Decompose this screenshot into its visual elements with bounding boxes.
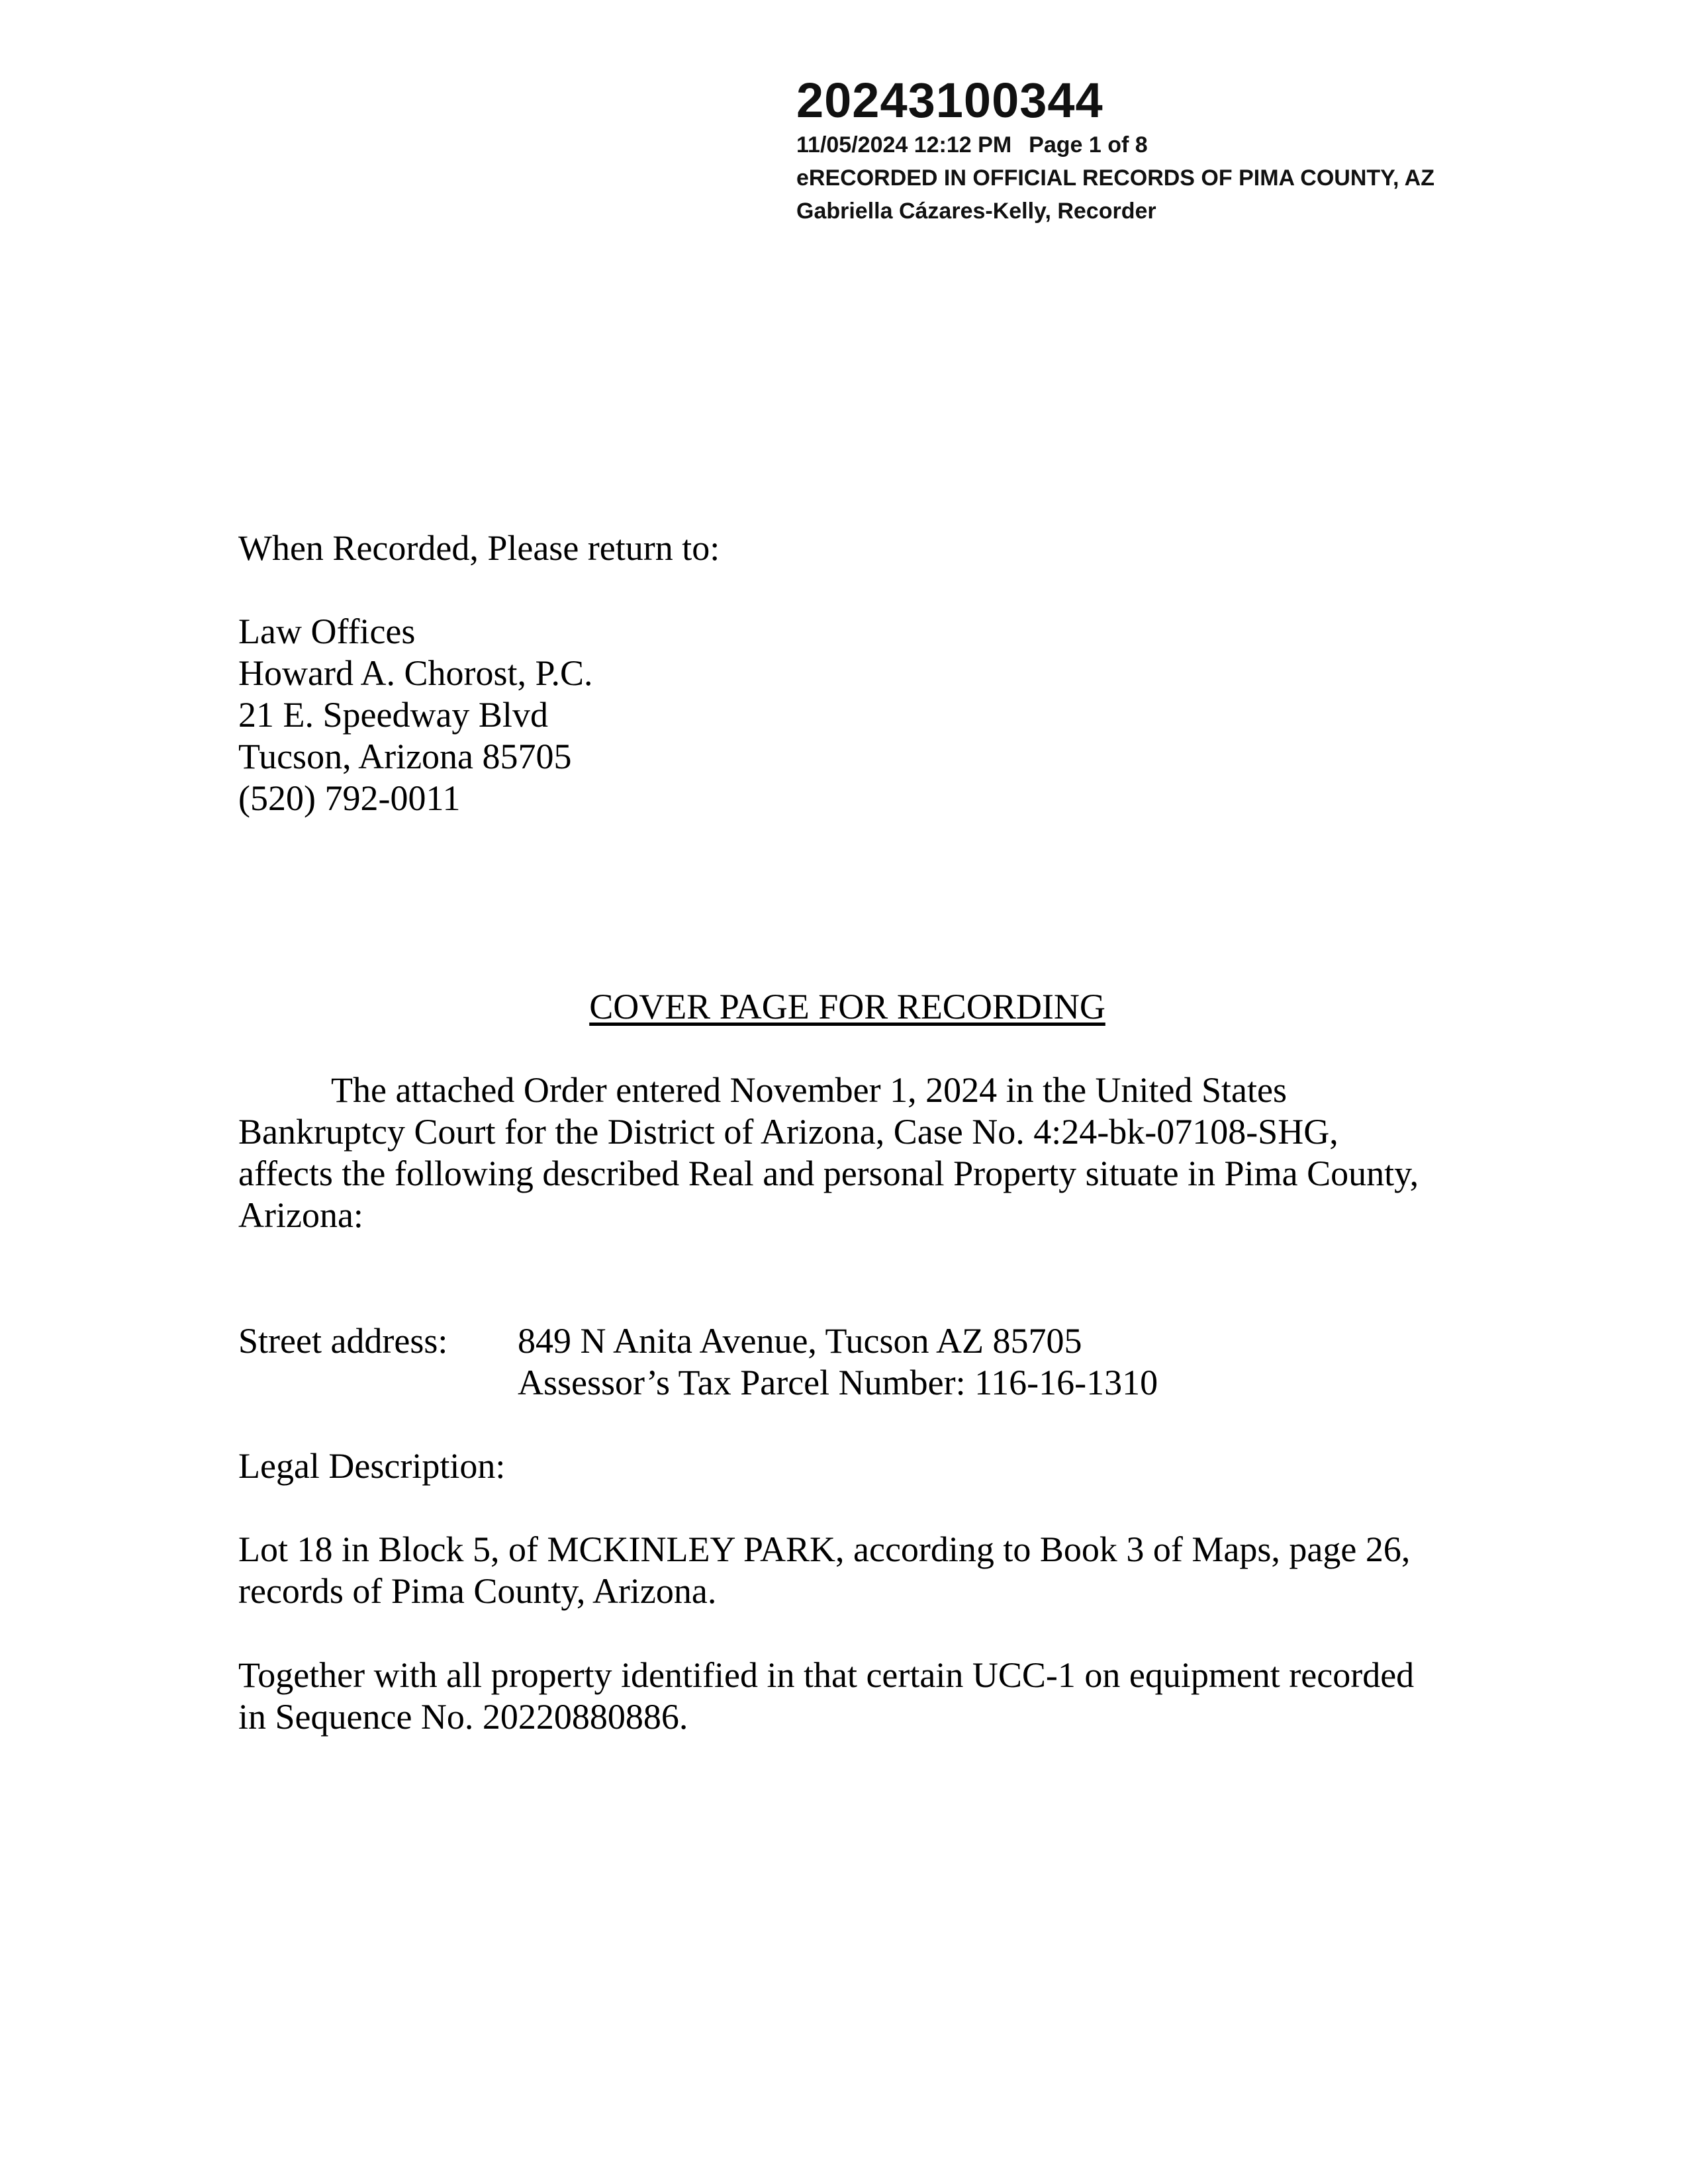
return-address-line: 21 E. Speedway Blvd: [238, 695, 548, 735]
return-to-heading: When Recorded, Please return to:: [238, 528, 720, 568]
street-address-label: Street address:: [238, 1321, 448, 1361]
return-address-line: Law Offices: [238, 612, 416, 651]
cover-page-title: COVER PAGE FOR RECORDING: [589, 987, 1105, 1026]
recording-datetime: 11/05/2024 12:12 PM: [796, 132, 1012, 158]
recorder-line: Gabriella Cázares-Kelly, Recorder: [796, 199, 1156, 224]
return-address-line: (520) 792-0011: [238, 778, 461, 818]
recorded-in-line: eRECORDED IN OFFICIAL RECORDS OF PIMA COUNTY, AZ: [796, 165, 1435, 191]
return-address-line: Howard A. Chorost, P.C.: [238, 653, 593, 693]
tax-parcel-number: Assessor’s Tax Parcel Number: 116-16-1310: [518, 1363, 1158, 1402]
recording-datetime-line: [796, 128, 1434, 161]
legal-description-text: [238, 1529, 1410, 1612]
together-with-line: Together with all property identified in that certain UCC-1 on equipment recorded: [238, 1655, 1415, 1695]
return-address: [238, 611, 593, 819]
together-with-line: in Sequence No. 20220880886.: [238, 1697, 688, 1737]
street-address-values: [518, 1320, 1158, 1404]
recording-page-info: Page 1 of 8: [1029, 132, 1148, 158]
legal-description-line: Lot 18 in Block 5, of MCKINLEY PARK, according to Book 3 of Maps, page 26,: [238, 1529, 1411, 1569]
together-with-paragraph: [238, 1655, 1414, 1738]
intro-line: Bankruptcy Court for the District of Arizona, Case No. 4:24-bk-07108-SHG,: [238, 1112, 1338, 1152]
street-address-value: 849 N Anita Avenue, Tucson AZ 85705: [518, 1321, 1082, 1361]
intro-paragraph: [238, 1069, 1419, 1236]
intro-line: Arizona:: [238, 1195, 363, 1235]
legal-description-line: records of Pima County, Arizona.: [238, 1571, 717, 1611]
intro-line: The attached Order entered November 1, 2024 in the United States: [331, 1070, 1287, 1110]
return-address-line: Tucson, Arizona 85705: [238, 737, 572, 776]
intro-line: affects the following described Real and personal Property situate in Pima County,: [238, 1154, 1419, 1193]
recording-number: 20243100344: [796, 73, 1103, 128]
recording-stamp: [796, 73, 1434, 228]
legal-description-label: Legal Description:: [238, 1446, 506, 1486]
